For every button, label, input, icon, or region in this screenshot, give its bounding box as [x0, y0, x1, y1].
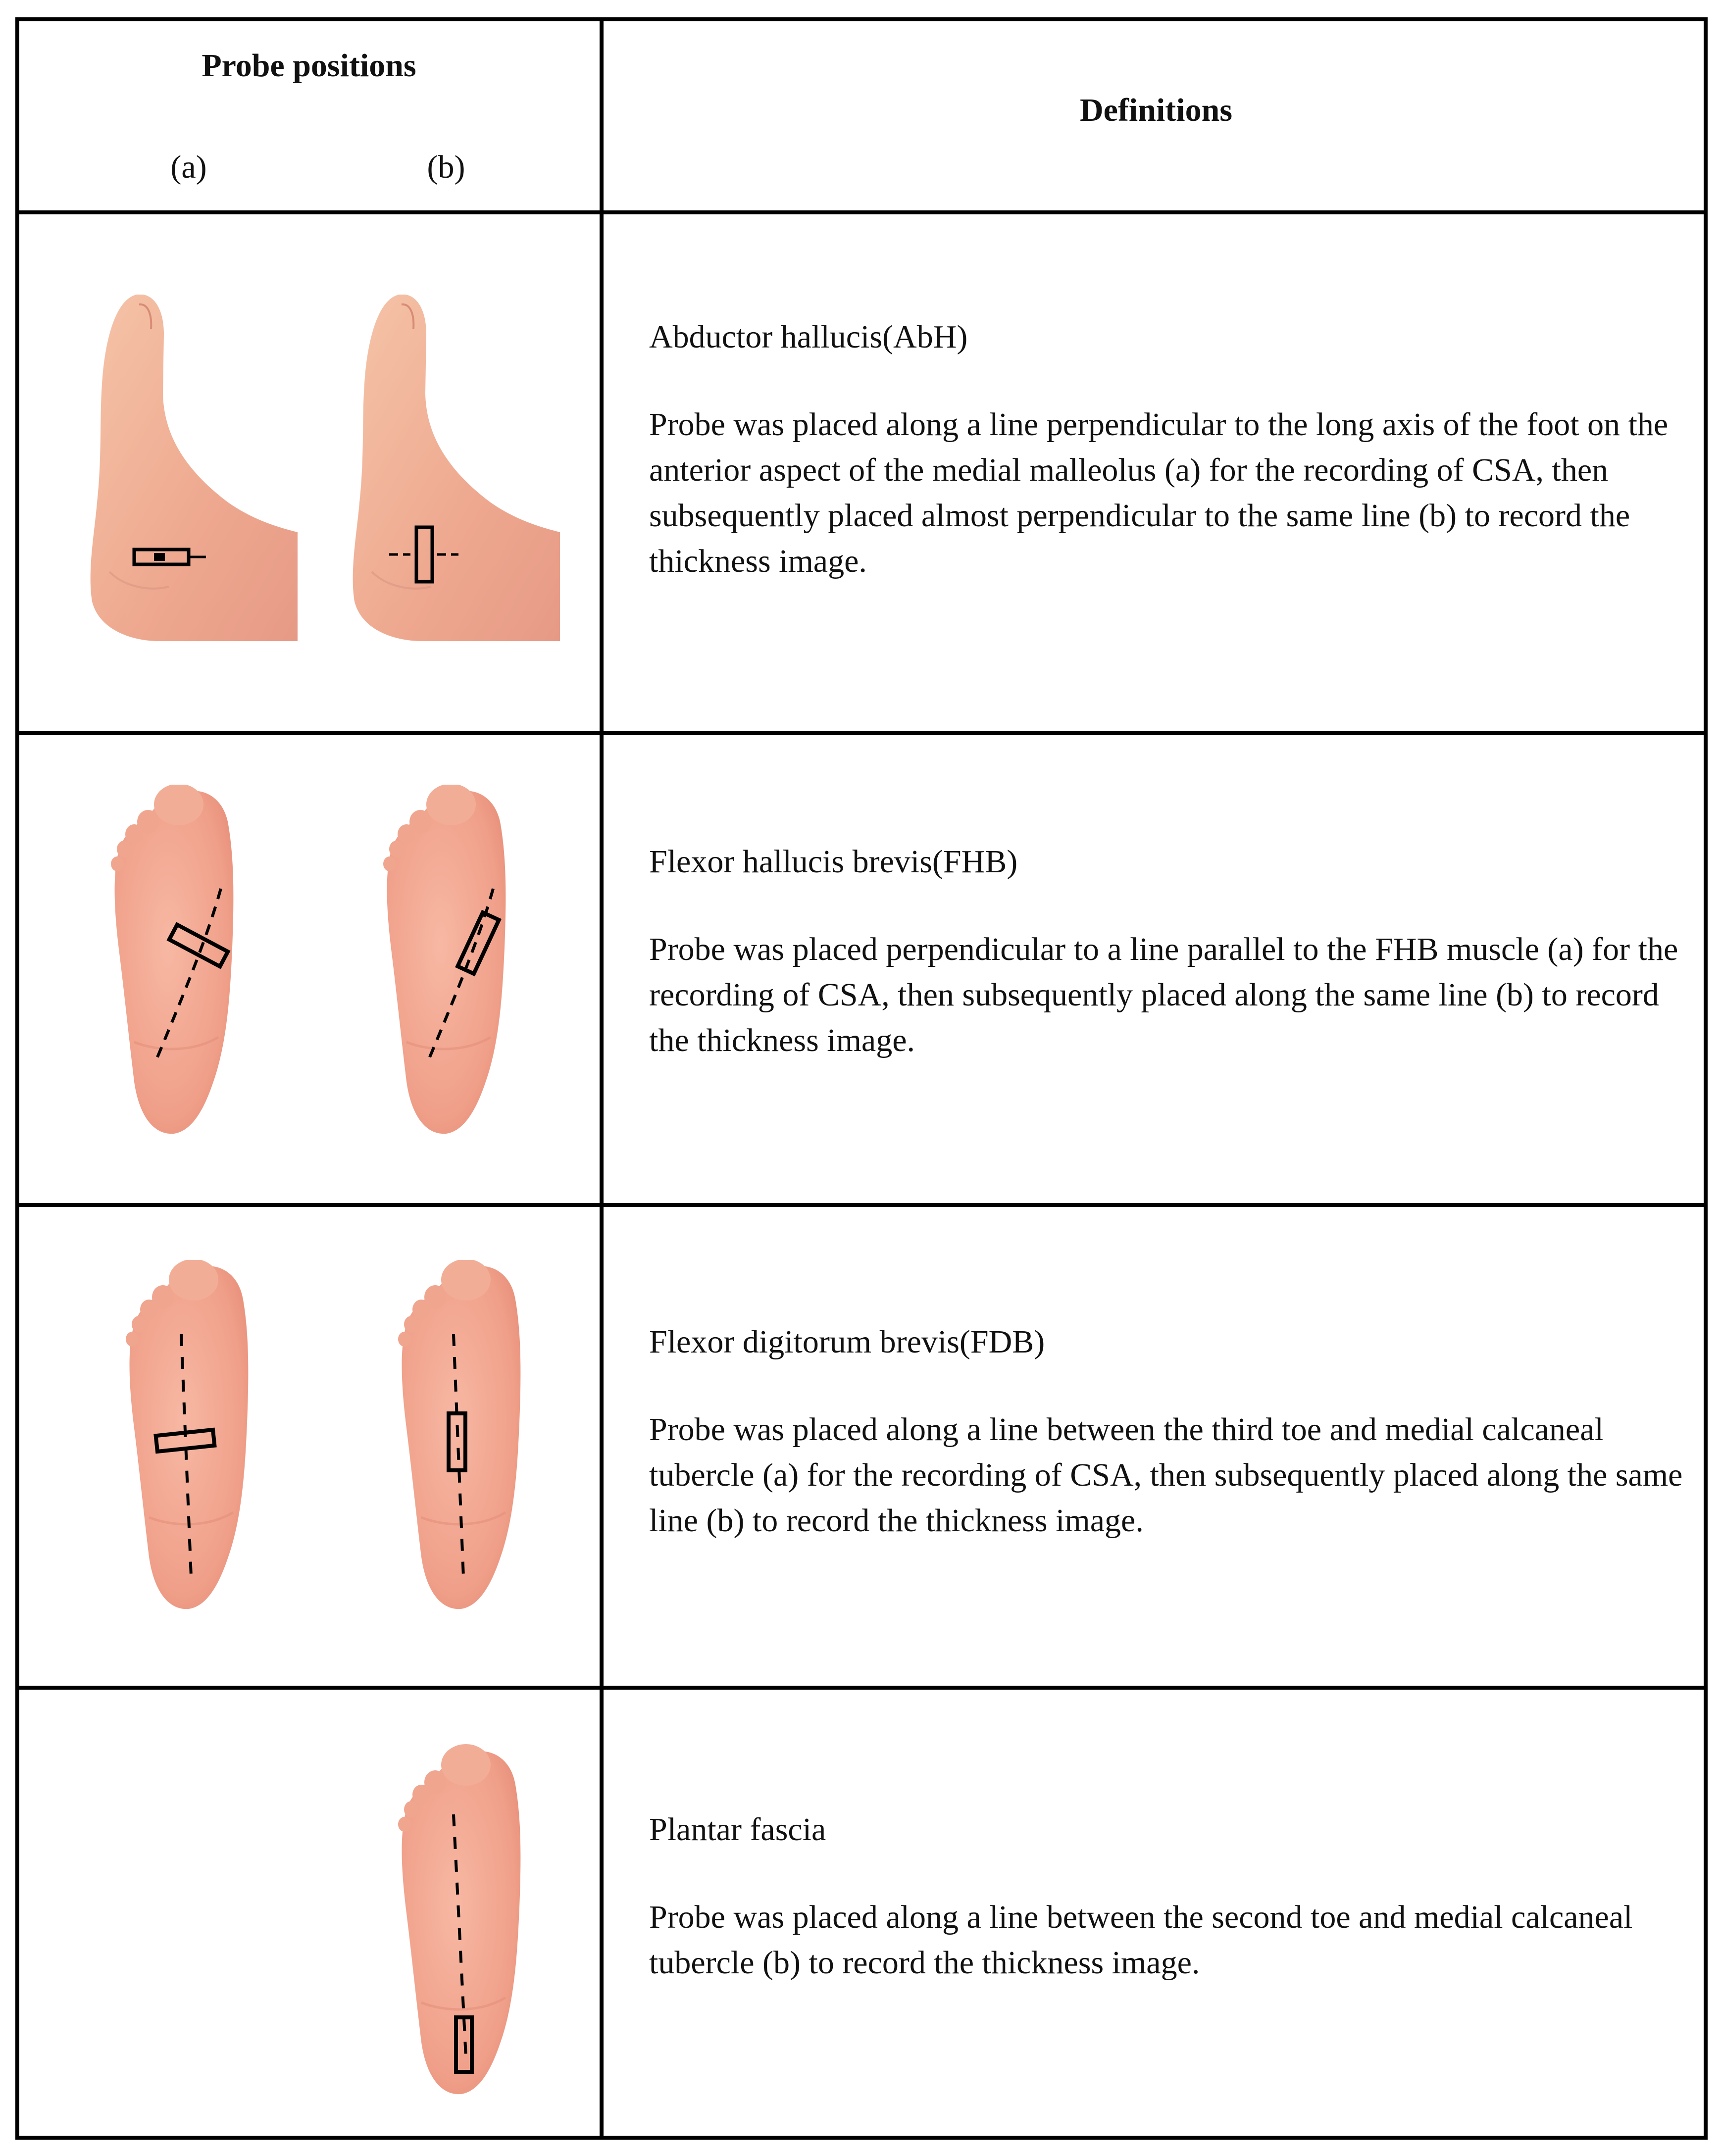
table-border-left: [15, 17, 19, 2140]
header-definitions: Definitions: [1079, 92, 1233, 128]
foot-image-fdb-a: [119, 1260, 253, 1616]
foot-image-abh-a: [90, 295, 298, 641]
muscle-description: Probe was placed perpendicular to a line parallel to the FHB muscle (a) for the recording of CSA, then subsequently placed along the same line (b) to record the thickness image.: [649, 931, 1678, 1058]
foot-image-plantar-fascia-b: [382, 1740, 525, 2106]
row-divider: [15, 1203, 1708, 1207]
muscle-title: Abductor hallucis(AbH): [649, 319, 968, 355]
header-label-a: (a): [170, 149, 207, 185]
column-divider: [600, 17, 604, 2140]
row-divider: [15, 1686, 1708, 1690]
definition-cell-fhb: [649, 839, 1689, 1063]
probe-table: [15, 17, 1708, 2140]
header-probe-positions: Probe positions: [202, 48, 416, 84]
muscle-description: Probe was placed along a line perpendicular to the long axis of the foot on the anterior aspect of the medial malleolus (a) for the recording of CSA, then subsequently placed almost perpendicular to the same line (b) to record the thickness image.: [649, 406, 1669, 579]
muscle-title: Flexor hallucis brevis(FHB): [649, 844, 1018, 880]
foot-image-fhb-b: [377, 785, 510, 1141]
foot-image-fhb-a: [104, 785, 238, 1141]
header-label-b: (b): [427, 149, 465, 185]
muscle-title: Flexor digitorum brevis(FDB): [649, 1324, 1045, 1360]
definition-cell-plantar-fascia: [649, 1807, 1689, 1986]
row-divider: [15, 731, 1708, 735]
definition-cell-abh: [649, 314, 1689, 584]
definition-cell-fdb: [649, 1319, 1689, 1544]
foot-image-fdb-b: [392, 1260, 525, 1616]
muscle-description: Probe was placed along a line between the third toe and medial calcaneal tubercle (a) for the recording of CSA, then subsequently placed along the same line (b) to record the thickness image.: [649, 1411, 1683, 1539]
row-divider: [15, 210, 1708, 214]
table-border-bottom: [15, 2136, 1708, 2140]
table-border-top: [15, 17, 1708, 21]
foot-image-abh-b: [352, 295, 560, 641]
table-border-right: [1704, 17, 1708, 2140]
muscle-description: Probe was placed along a line between the second toe and medial calcaneal tubercle (b) to record the thickness image.: [649, 1899, 1633, 1981]
muscle-title: Plantar fascia: [649, 1811, 826, 1848]
